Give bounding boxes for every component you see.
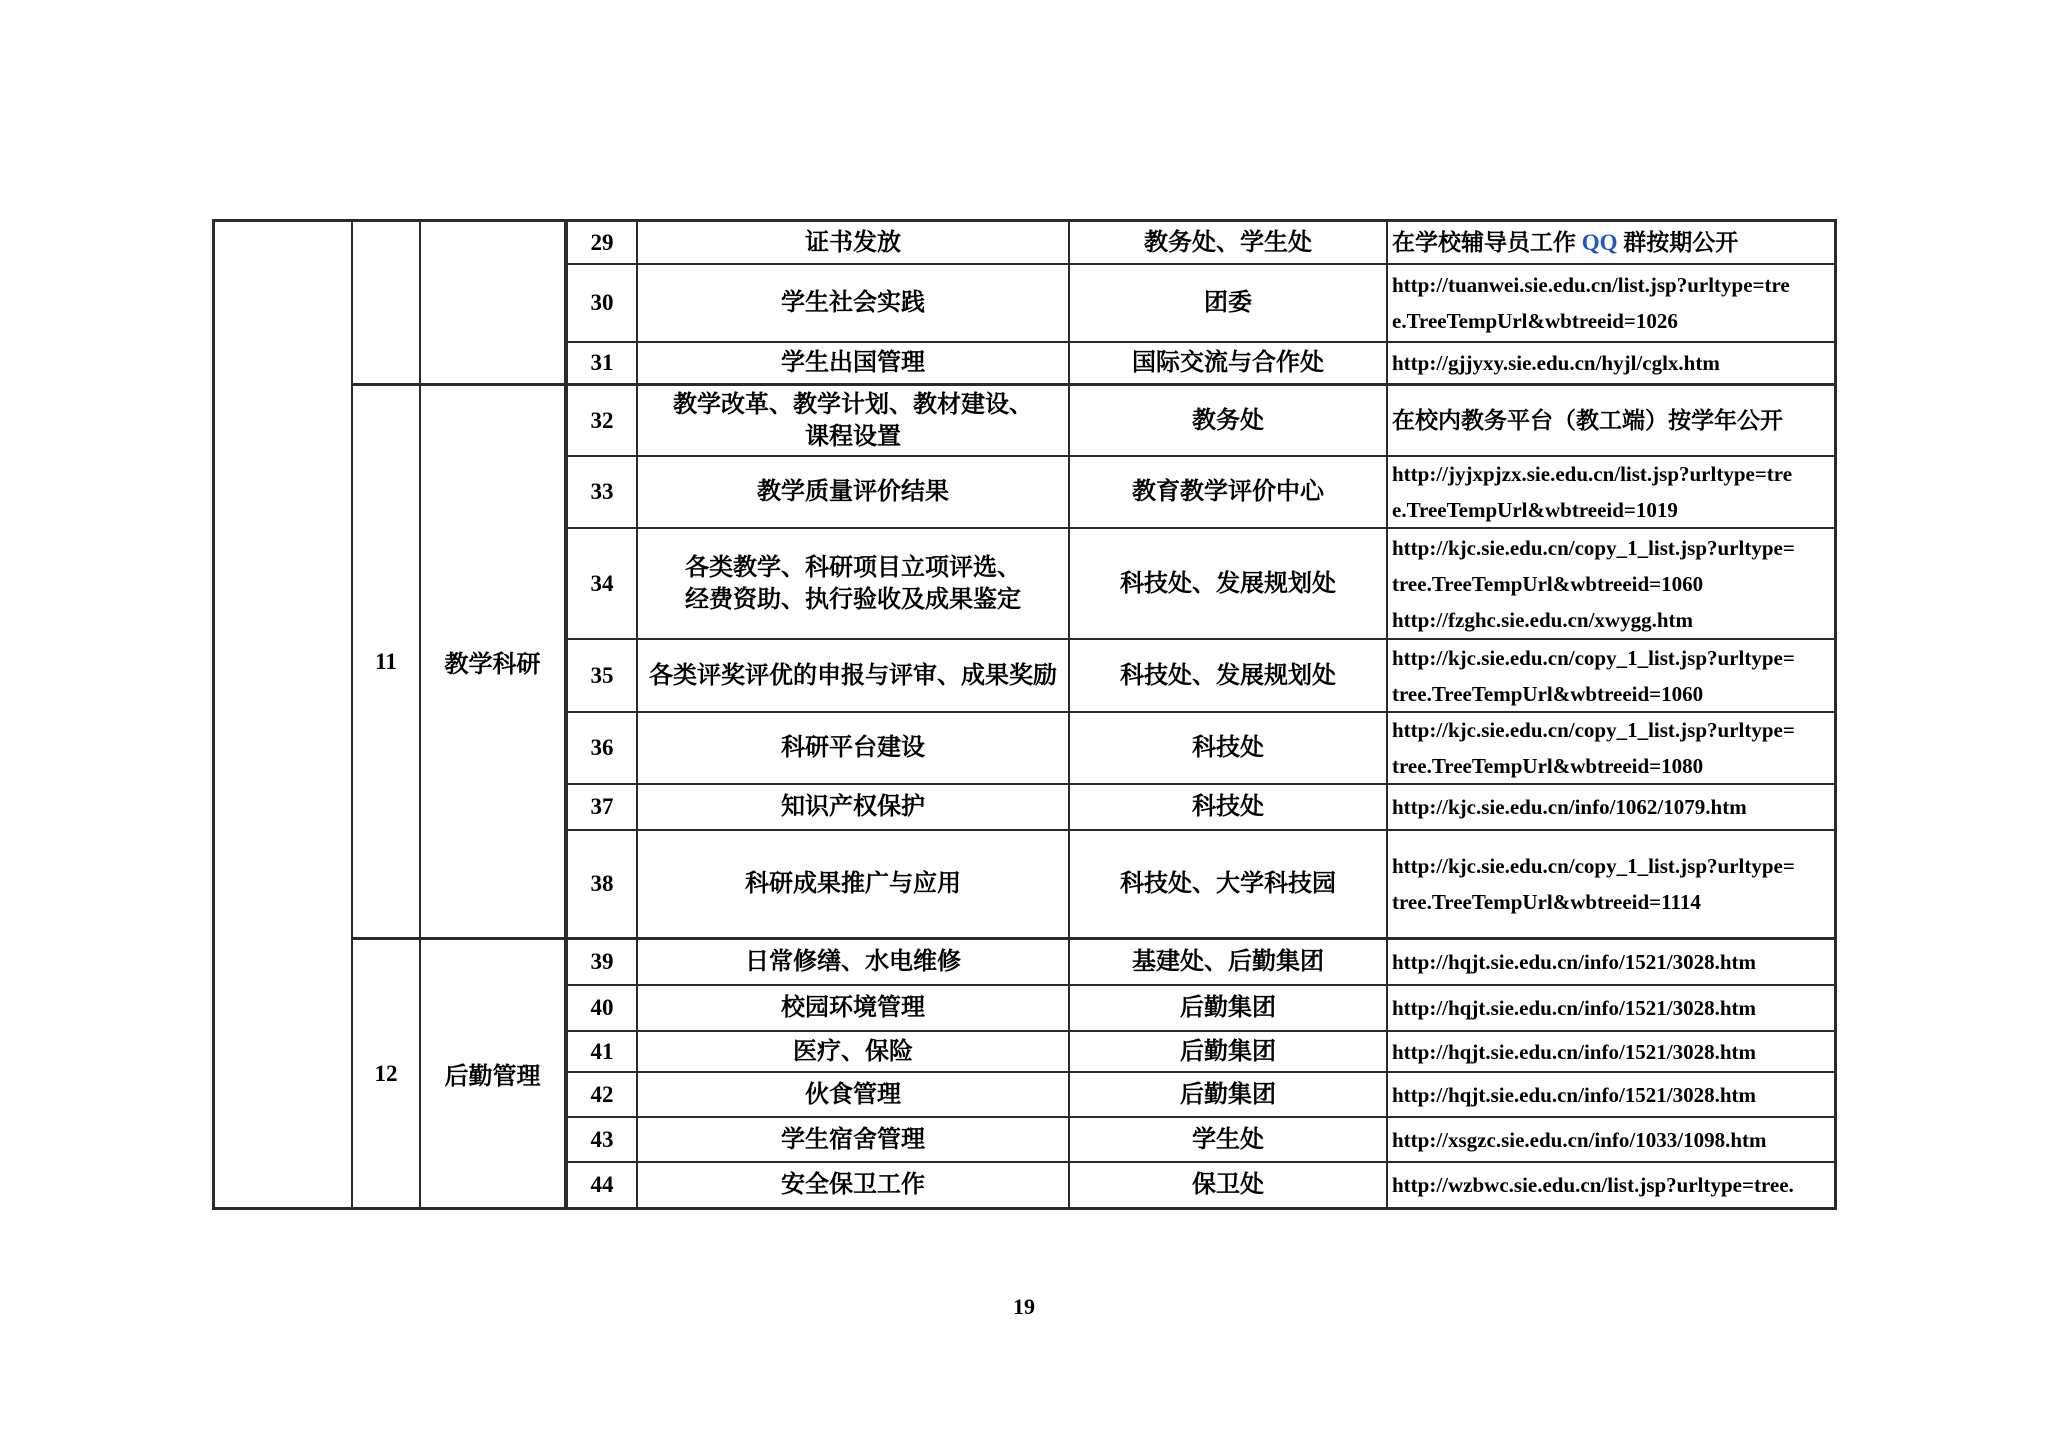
item-cell: 教学质量评价结果 xyxy=(636,457,1068,527)
category-column-empty-cell xyxy=(215,222,353,1207)
url-cell xyxy=(1386,1032,1834,1071)
item-cell: 伙食管理 xyxy=(636,1073,1068,1116)
table-row xyxy=(566,713,1836,785)
url-cell xyxy=(1386,986,1834,1030)
url-text: tree.TreeTempUrl&wbtreeid=1114 xyxy=(1392,890,1701,914)
url-text: http://kjc.sie.edu.cn/copy_1_list.jsp?urltype= xyxy=(1392,535,1795,560)
section-number: 11 xyxy=(375,648,397,674)
row-number: 39 xyxy=(566,940,636,984)
url-cell xyxy=(1386,457,1834,527)
url-text: http://kjc.sie.edu.cn/copy_1_list.jsp?urltype= xyxy=(1392,854,1795,878)
section-number: 12 xyxy=(374,1060,398,1086)
row-number: 29 xyxy=(566,222,636,263)
url-cell xyxy=(1386,713,1834,783)
department-cell: 教务处 xyxy=(1068,386,1386,455)
url-text: http://fzghc.sie.edu.cn/xwygg.htm xyxy=(1392,607,1693,632)
url-text: http://gjjyxy.sie.edu.cn/hyjl/cglx.htm xyxy=(1392,351,1720,375)
department-cell: 后勤集团 xyxy=(1068,986,1386,1030)
remark-text: 在学校辅导员工作 QQ 群按期公开 xyxy=(1392,229,1739,255)
item-cell: 医疗、保险 xyxy=(636,1032,1068,1071)
url-text: http://kjc.sie.edu.cn/copy_1_list.jsp?urltype= xyxy=(1392,645,1795,670)
department-cell: 科技处、发展规划处 xyxy=(1068,640,1386,711)
item-cell: 各类评奖评优的申报与评审、成果奖励 xyxy=(636,640,1068,711)
table-row xyxy=(566,640,1836,713)
section-no-11 xyxy=(353,386,421,940)
section-no-12 xyxy=(353,940,421,1207)
row-number: 44 xyxy=(566,1163,636,1207)
row-number: 31 xyxy=(566,343,636,383)
section-name-empty-cell xyxy=(421,222,566,386)
section-name: 教学科研 xyxy=(444,652,541,678)
url-cell xyxy=(1386,1118,1834,1161)
row-number: 41 xyxy=(566,1032,636,1071)
section-name-teaching-research xyxy=(421,386,566,940)
department-cell: 后勤集团 xyxy=(1068,1073,1386,1116)
table-row xyxy=(566,1118,1836,1163)
row-number: 33 xyxy=(566,457,636,527)
url-text: tree.TreeTempUrl&wbtreeid=1060 xyxy=(1392,571,1704,596)
url-text: http://kjc.sie.edu.cn/info/1062/1079.htm xyxy=(1392,795,1747,819)
disclosure-table xyxy=(212,219,1837,1210)
item-cell: 学生宿舍管理 xyxy=(636,1118,1068,1161)
url-text: http://xsgzc.sie.edu.cn/info/1033/1098.htm xyxy=(1392,1127,1767,1152)
department-cell: 科技处 xyxy=(1068,785,1386,829)
section-name: 后勤管理 xyxy=(444,1064,541,1090)
table-row xyxy=(566,831,1836,940)
url-text: http://hqjt.sie.edu.cn/info/1521/3028.htm xyxy=(1392,950,1757,974)
row-number: 32 xyxy=(566,386,636,455)
row-number: 42 xyxy=(566,1073,636,1116)
url-cell xyxy=(1386,265,1834,341)
row-number: 43 xyxy=(566,1118,636,1161)
item-cell: 校园环境管理 xyxy=(636,986,1068,1030)
row-number: 35 xyxy=(566,640,636,711)
url-text: http://jyjxpjzx.sie.edu.cn/list.jsp?urltype=tre xyxy=(1392,462,1793,486)
section-name-logistics xyxy=(421,940,566,1207)
department-cell: 教务处、学生处 xyxy=(1068,222,1386,263)
department-cell: 科技处、发展规划处 xyxy=(1068,529,1386,638)
table-row xyxy=(566,529,1836,640)
remark-text: 在校内教务平台（教工端）按学年公开 xyxy=(1392,407,1783,433)
url-text: tree.TreeTempUrl&wbtreeid=1060 xyxy=(1392,681,1704,706)
department-cell: 团委 xyxy=(1068,265,1386,341)
url-text: e.TreeTempUrl&wbtreeid=1026 xyxy=(1392,309,1678,333)
url-cell xyxy=(1386,785,1834,829)
url-cell xyxy=(1386,831,1834,937)
url-text: http://hqjt.sie.edu.cn/info/1521/3028.htm xyxy=(1392,1082,1757,1107)
table-row xyxy=(566,1032,1836,1073)
url-text: http://wzbwc.sie.edu.cn/list.jsp?urltype=tree. xyxy=(1392,1173,1794,1197)
url-cell xyxy=(1386,529,1834,638)
table-row xyxy=(566,1163,1836,1207)
item-cell: 科研平台建设 xyxy=(636,713,1068,783)
table-row xyxy=(566,386,1836,457)
department-cell: 学生处 xyxy=(1068,1118,1386,1161)
item-cell: 安全保卫工作 xyxy=(636,1163,1068,1207)
row-number: 36 xyxy=(566,713,636,783)
page-number: 19 xyxy=(1013,1294,1035,1319)
url-cell xyxy=(1386,940,1834,984)
url-cell xyxy=(1386,1073,1834,1116)
department-cell: 科技处 xyxy=(1068,713,1386,783)
qq-highlight: QQ xyxy=(1581,229,1618,255)
table-row xyxy=(566,222,1836,265)
item-cell: 学生社会实践 xyxy=(636,265,1068,341)
url-text: tree.TreeTempUrl&wbtreeid=1080 xyxy=(1392,754,1704,778)
url-cell xyxy=(1386,1163,1834,1207)
department-cell: 后勤集团 xyxy=(1068,1032,1386,1071)
department-cell: 基建处、后勤集团 xyxy=(1068,940,1386,984)
url-cell xyxy=(1386,386,1834,455)
table-row xyxy=(566,986,1836,1032)
row-number: 38 xyxy=(566,831,636,937)
item-cell: 科研成果推广与应用 xyxy=(636,831,1068,937)
url-text: http://hqjt.sie.edu.cn/info/1521/3028.htm xyxy=(1392,1039,1757,1064)
section-no-empty-cell xyxy=(353,222,421,386)
item-cell: 日常修缮、水电维修 xyxy=(636,940,1068,984)
row-number: 34 xyxy=(566,529,636,638)
item-cell: 各类教学、科研项目立项评选、 经费资助、执行验收及成果鉴定 xyxy=(636,529,1068,638)
url-text: e.TreeTempUrl&wbtreeid=1019 xyxy=(1392,498,1678,522)
row-number: 37 xyxy=(566,785,636,829)
url-text: http://kjc.sie.edu.cn/copy_1_list.jsp?urltype= xyxy=(1392,718,1795,742)
item-cell: 学生出国管理 xyxy=(636,343,1068,383)
table-row xyxy=(566,343,1836,386)
table-row xyxy=(566,457,1836,529)
table-row xyxy=(566,265,1836,343)
url-text: http://tuanwei.sie.edu.cn/list.jsp?urltype=tre xyxy=(1392,273,1790,297)
department-cell: 教育教学评价中心 xyxy=(1068,457,1386,527)
url-text: http://hqjt.sie.edu.cn/info/1521/3028.htm xyxy=(1392,996,1757,1020)
row-number: 30 xyxy=(566,265,636,341)
table-row xyxy=(566,785,1836,831)
item-cell: 证书发放 xyxy=(636,222,1068,263)
department-cell: 科技处、大学科技园 xyxy=(1068,831,1386,937)
department-cell: 国际交流与合作处 xyxy=(1068,343,1386,383)
row-number: 40 xyxy=(566,986,636,1030)
item-cell: 知识产权保护 xyxy=(636,785,1068,829)
table-row xyxy=(566,940,1836,986)
url-cell xyxy=(1386,222,1834,263)
url-cell xyxy=(1386,640,1834,711)
url-cell xyxy=(1386,343,1834,383)
item-cell: 教学改革、教学计划、教材建设、 课程设置 xyxy=(636,386,1068,455)
department-cell: 保卫处 xyxy=(1068,1163,1386,1207)
table-row xyxy=(566,1073,1836,1118)
